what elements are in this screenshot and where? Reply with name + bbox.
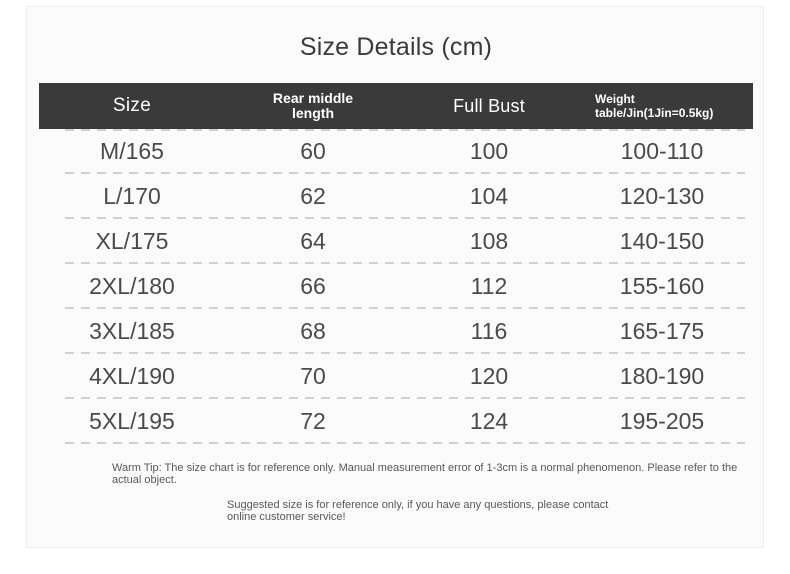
cell-rear-middle-length: 72 [300,408,326,434]
cell-full-bust: 120 [469,363,509,389]
cell-full-bust: 100 [469,138,509,164]
column-header-rear-middle-length-line2: length [292,105,334,121]
table-row [39,129,753,174]
cell-weight: 155-160 [619,273,705,299]
cell-weight: 140-150 [619,228,705,254]
cell-rear-middle-length: 64 [300,228,326,254]
cell-weight: 165-175 [619,318,705,344]
table-header-row [39,83,753,129]
cell-weight: 180-190 [619,363,705,389]
column-header-rear-middle-length-line1: Rear middle [272,90,354,106]
size-chart-card [26,6,764,548]
suggested-size-text: Suggested size is for reference only, if you have any questions, please contact online customer service! [227,499,609,523]
cell-rear-middle-length: 60 [300,138,326,164]
page-title: Size Details (cm) [299,33,493,61]
cell-full-bust: 104 [469,183,509,209]
cell-weight: 120-130 [619,183,705,209]
column-header-weight-line1: Weight [595,92,635,106]
cell-full-bust: 124 [469,408,509,434]
cell-rear-middle-length: 70 [300,363,326,389]
cell-size: 4XL/190 [89,363,175,389]
cell-size: 2XL/180 [89,273,175,299]
cell-weight: 195-205 [619,408,705,434]
column-header-weight-line2: table/Jin(1Jin=0.5kg) [595,106,714,120]
cell-rear-middle-length: 68 [300,318,326,344]
cell-rear-middle-length: 62 [300,183,326,209]
warm-tip-text: Warm Tip: The size chart is for reference only. Manual measurement error of 1-3cm is a normal phenomenon. Please refer to the actual object. [112,462,738,486]
table-row [39,399,753,444]
notes-section [87,462,747,523]
cell-size: XL/175 [95,228,169,254]
cell-weight: 100-110 [620,138,704,164]
cell-full-bust: 116 [470,318,508,344]
table-row [39,309,753,354]
cell-full-bust: 112 [470,273,508,299]
table-row [39,174,753,219]
cell-full-bust: 108 [469,228,509,254]
size-details-table [39,83,753,444]
column-header-rear-middle-length [225,91,401,121]
cell-size: 3XL/185 [89,318,175,344]
table-row [39,264,753,309]
column-header-weight [577,92,753,120]
table-row [39,219,753,264]
cell-size: M/165 [100,138,164,164]
cell-size: L/170 [103,183,161,209]
column-header-size: Size [112,95,152,116]
cell-rear-middle-length: 66 [300,273,326,299]
table-row [39,354,753,399]
cell-size: 5XL/195 [89,408,175,434]
column-header-full-bust: Full Bust [453,95,525,116]
